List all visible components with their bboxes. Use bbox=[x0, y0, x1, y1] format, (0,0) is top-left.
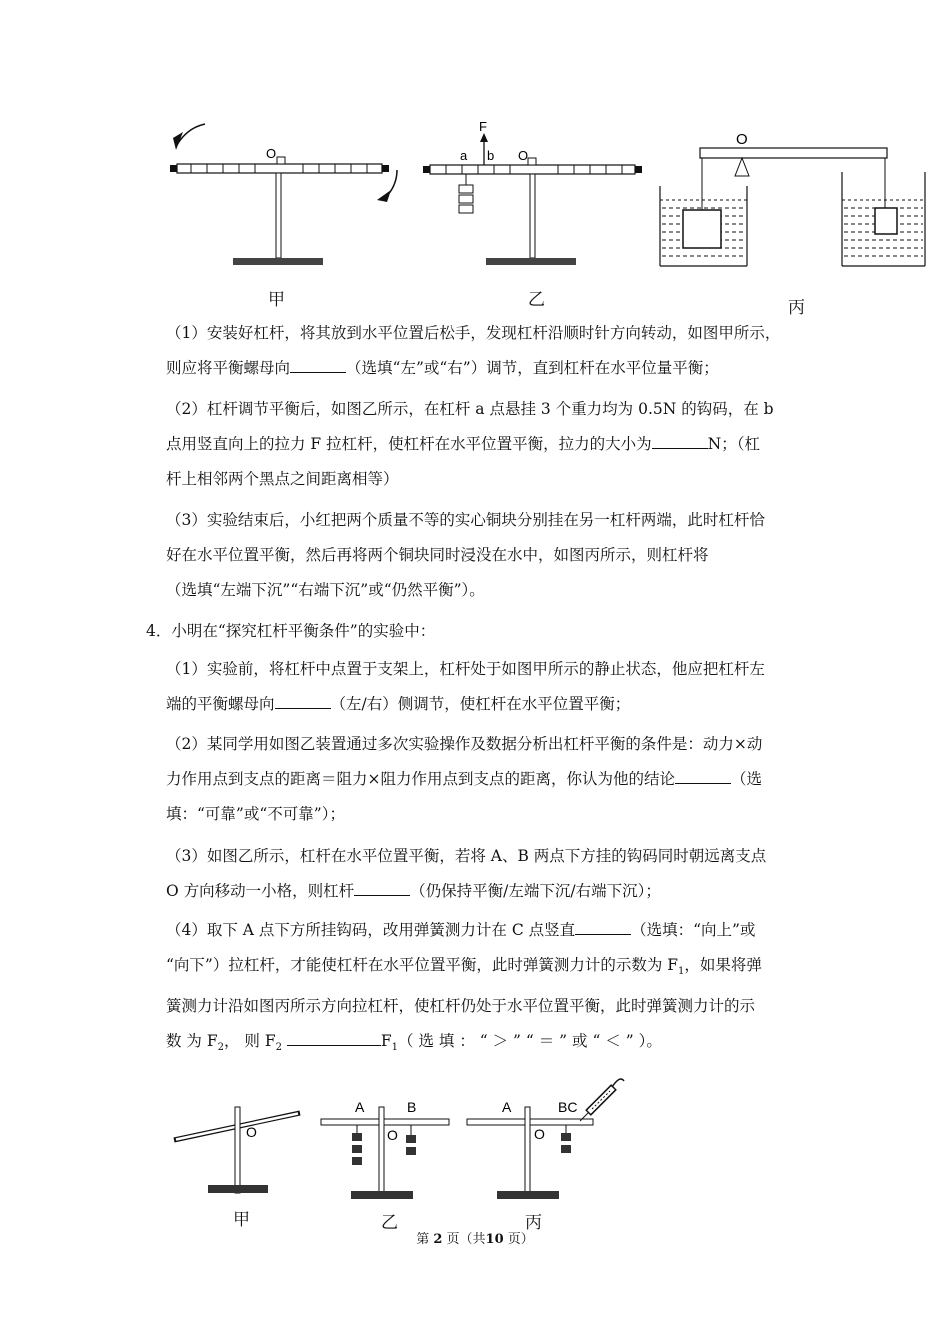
q4-part2: （2）某同学用如图乙装置通过多次实验操作及数据分析出杠杆平衡的条件是：动力×动 力作用点到支点的距离＝阻力×阻力作用点到支点的距离，你认为他的结论 （选 填：“可靠”或“不可靠”）； bbox=[166, 735, 763, 823]
stand-pole bbox=[276, 173, 281, 258]
answer-blank[interactable] bbox=[287, 1031, 381, 1046]
stand-pole bbox=[530, 174, 535, 258]
pivot-label: O bbox=[518, 148, 529, 163]
arrow-up-icon bbox=[480, 133, 488, 142]
answer-blank[interactable] bbox=[652, 434, 708, 449]
arrow-head-icon bbox=[377, 190, 391, 202]
stand-base bbox=[208, 1185, 268, 1193]
figure-bottom-jia bbox=[168, 1095, 313, 1200]
figure-top-yi bbox=[420, 115, 640, 270]
arrow-head-icon bbox=[173, 132, 183, 150]
stand-base bbox=[486, 258, 576, 265]
figure-caption: 乙 bbox=[381, 1213, 398, 1233]
stand-base bbox=[233, 258, 323, 265]
figure-top-jia bbox=[165, 120, 395, 270]
page-footer: 第 2 页（共10 页） bbox=[416, 1232, 534, 1247]
weight bbox=[352, 1133, 362, 1141]
weight bbox=[561, 1145, 571, 1153]
pivot-label: O bbox=[387, 1127, 398, 1143]
copper-block bbox=[875, 208, 897, 234]
stand-base bbox=[351, 1191, 413, 1199]
weight bbox=[406, 1135, 416, 1143]
q3-part2: （2）杠杆调节平衡后，如图乙所示，在杠杆 a 点悬挂 3 个重力均为 0.5N 的钩码，在 b 点用竖直向上的拉力 F 拉杠杆，使杠杆在水平位置平衡，拉力的大小为 N；（杠 杆上相邻两个黑点之间距离相等） bbox=[166, 400, 774, 488]
weight bbox=[352, 1145, 362, 1153]
lever-bar bbox=[700, 148, 887, 158]
figure-bottom-bing bbox=[462, 1075, 632, 1210]
pivot-label: O bbox=[246, 1124, 257, 1140]
force-label: F bbox=[479, 119, 487, 134]
answer-blank[interactable] bbox=[354, 881, 410, 896]
q4-part1: （1）实验前，将杠杆中点置于支架上，杠杆处于如图甲所示的静止状态，他应把杠杆左 端的平衡螺母向 （左/右）侧调节，使杠杆在水平位置平衡； bbox=[166, 660, 765, 713]
lever-bar bbox=[321, 1119, 449, 1125]
answer-blank[interactable] bbox=[290, 358, 346, 373]
weight bbox=[459, 195, 473, 203]
fulcrum-triangle bbox=[735, 158, 749, 176]
stand-base bbox=[497, 1191, 559, 1199]
copper-block bbox=[683, 210, 721, 248]
weight bbox=[459, 205, 473, 213]
weight bbox=[352, 1157, 362, 1165]
point-a-label: A bbox=[355, 1099, 365, 1115]
q4-heading: 4．小明在“探究杠杆平衡条件”的实验中： bbox=[146, 622, 436, 640]
pivot-label: O bbox=[534, 1126, 545, 1142]
weight bbox=[459, 185, 473, 193]
weight bbox=[406, 1147, 416, 1155]
point-bc-label: BC bbox=[558, 1099, 578, 1115]
figure-caption: 甲 bbox=[233, 1210, 250, 1230]
point-a-label: A bbox=[502, 1099, 512, 1115]
spring-scale-icon bbox=[588, 1079, 624, 1113]
figure-caption: 乙 bbox=[528, 290, 545, 310]
pivot-label: O bbox=[736, 131, 748, 148]
figure-bottom-yi bbox=[315, 1095, 455, 1207]
pivot-label: O bbox=[266, 146, 277, 161]
q3-part1: （1）安装好杠杆，将其放到水平位置后松手，发现杠杆沿顺时针方向转动，如图甲所示， 则应将平衡螺母向 （选填“左”或“右”）调节，直到杠杆在水平位量平衡； bbox=[166, 324, 781, 377]
q3-part3: （3）实验结束后，小红把两个质量不等的实心铜块分别挂在另一杠杆两端，此时杠杆恰 好在水平位置平衡，然后再将两个铜块同时浸没在水中，如图丙所示，则杠杆将 （选填“左端下沉”“右端下沉”或“仍然平衡”）。 bbox=[166, 511, 765, 599]
answer-blank[interactable] bbox=[575, 920, 631, 935]
lever-bar bbox=[430, 165, 635, 174]
point-b-label: B bbox=[407, 1099, 417, 1115]
figure-caption: 甲 bbox=[268, 290, 285, 310]
weight bbox=[561, 1133, 571, 1141]
q4-part3: （3）如图乙所示，杠杆在水平位置平衡，若将 A、B 两点下方挂的钩码同时朝远离支点 O 方向移动一小格，则杠杆 （仍保持平衡/左端下沉/右端下沉）； bbox=[166, 847, 767, 900]
answer-blank[interactable] bbox=[675, 769, 731, 784]
figure-top-bing bbox=[655, 128, 930, 278]
point-b-label: b bbox=[487, 148, 495, 163]
point-a-label: a bbox=[460, 148, 468, 163]
q4-part4: （4）取下 A 点下方所挂钩码，改用弹簧测力计在 C 点竖直 （选填：“向上”或 “向下”）拉杠杆，才能使杠杆在水平位置平衡，此时弹簧测力计的示数为 $F_1$，如果将弹 簧测力计沿如图丙所示方向拉杠杆，使杠杆仍处于水平位置平衡，此时弹簧测力计的示 数 为 $F_2$， 则 $F_2$ $F_1$（ 选 填 ： “ ＞ ” “ ＝ ” 或 “ ＜ ” ）。 bbox=[166, 921, 762, 1054]
answer-blank[interactable] bbox=[275, 694, 331, 709]
figure-caption: 丙 bbox=[525, 1213, 542, 1233]
figure-caption: 丙 bbox=[788, 298, 805, 318]
